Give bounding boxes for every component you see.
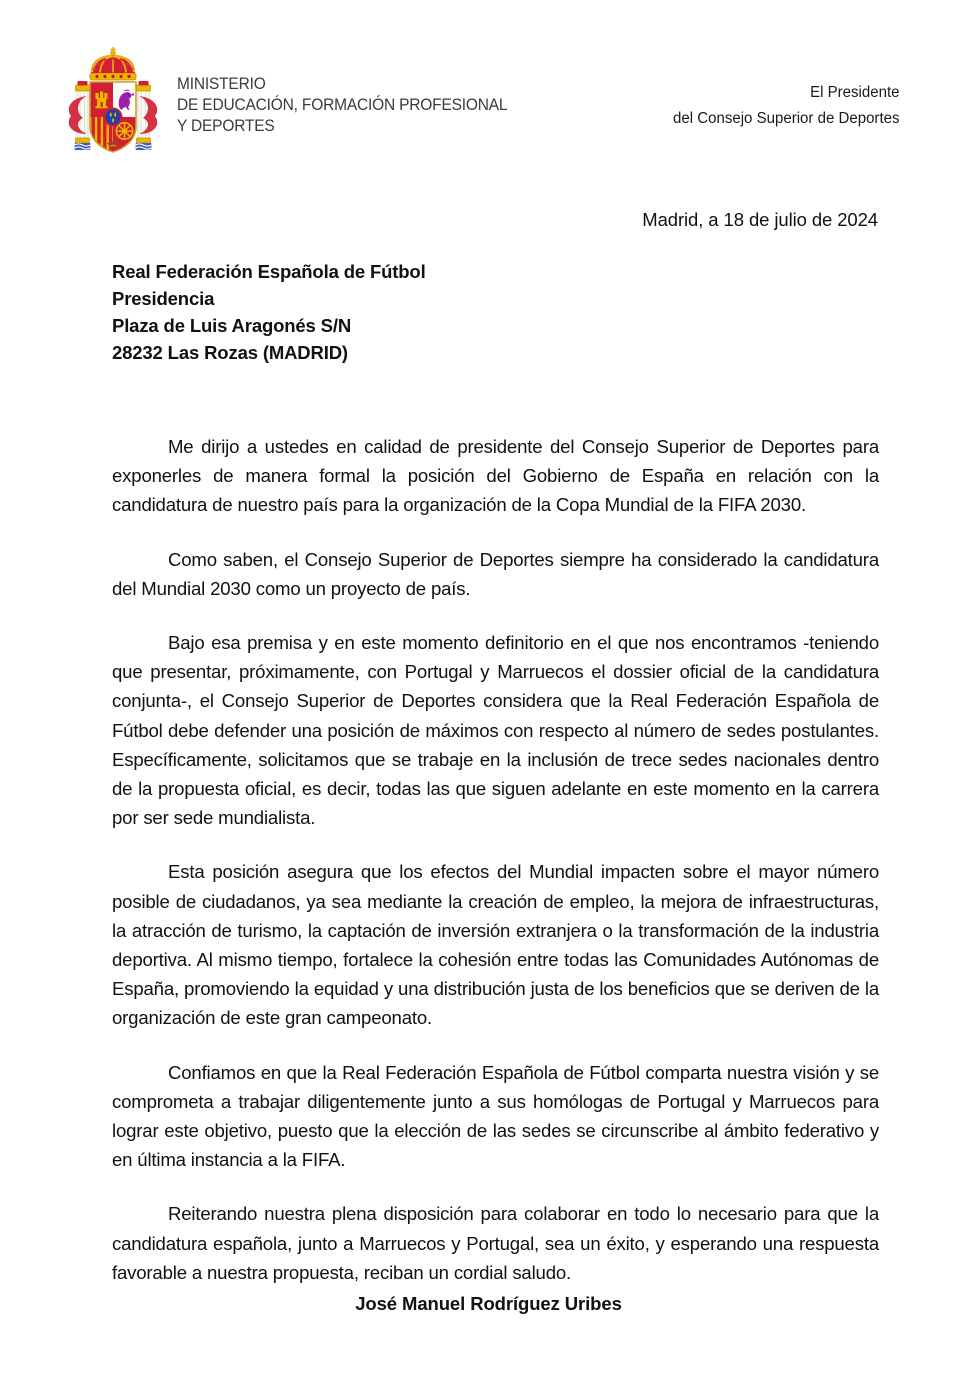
- recipient-address: [112, 258, 426, 366]
- ministry-line-2: DE EDUCACIÓN, FORMACIÓN PROFESIONAL: [177, 96, 508, 114]
- recipient-line-1: Real Federación Española de Fútbol: [112, 261, 426, 282]
- recipient-line-4: 28232 Las Rozas (MADRID): [112, 342, 348, 363]
- letter-body: [112, 432, 879, 1287]
- body-paragraph-4: Esta posición asegura que los efectos del Mundial impacten sobre el mayor número posible de ciudadanos, ya sea mediante la creación de empleo, la mejora de infraestructuras, la atracción de turismo, la captación de inversión extranjera o la transformación de la industria deportiva. Al mismo tiempo, fortalece la cohesión entre todas las Comunidades Autónomas de España, promoviendo la equidad y una distribución justa de los beneficios que se deriven de la organización de este gran campeonato.: [112, 861, 879, 1029]
- recipient-line-3: Plaza de Luis Aragonés S/N: [112, 315, 352, 336]
- body-paragraph-5: Confiamos en que la Real Federación Española de Fútbol comparta nuestra visión y se comprometa a trabajar diligentemente junto a sus homólogas de Portugal y Marruecos para lograr este objetivo, puesto que la elección de las sedes se circunscribe al ámbito federativo y en última instancia a la FIFA.: [112, 1061, 879, 1171]
- ministry-line-1: MINISTERIO: [177, 75, 266, 93]
- body-paragraph-6: Reiterando nuestra plena disposición para colaborar en todo lo necesario para que la candidatura española, junto a Marruecos y Portugal, sea un éxito, y esperando una respuesta favorable a nuestra propuesta, reciban un cordial saludo.: [112, 1203, 879, 1283]
- body-paragraph-2: Como saben, el Consejo Superior de Deportes siempre ha considerado la candidatura del Mundial 2030 como un proyecto de país.: [112, 548, 879, 599]
- ministry-brand: [57, 46, 528, 164]
- spanish-coat-of-arms-icon: [57, 46, 169, 164]
- body-paragraph-1: Me dirijo a ustedes en calidad de presidente del Consejo Superior de Deportes para exponerles de manera formal la posición del Gobierno de España en relación con la candidatura de nuestro país para la organización de la Copa Mundial de la FIFA 2030.: [112, 436, 879, 516]
- ministry-name: [177, 46, 507, 137]
- sender-office-line-1: El Presidente: [809, 84, 899, 101]
- recipient-line-2: Presidencia: [112, 288, 215, 309]
- date-line: Madrid, a 18 de julio de 2024: [642, 209, 878, 230]
- ministry-line-3: Y DEPORTES: [177, 117, 275, 135]
- sender-office-line-2: del Consejo Superior de Deportes: [672, 110, 899, 127]
- body-paragraph-3: Bajo esa premisa y en este momento definitorio en el que nos encontramos -teniendo que presentar, próximamente, con Portugal y Marruecos el dossier oficial de la candidatura conjunta-, el Consejo Superior de Deportes considera que la Real Federación Española de Fútbol debe defender una posición de máximos con respecto al número de sedes postulantes. Específicamente, solicitamos que se trabaje en la inclusión de trece sedes nacionales dentro de la propuesta oficial, es decir, todas las que siguen adelante en este momento en la carrera por ser sede mundialista.: [112, 632, 879, 829]
- sender-office: [673, 80, 899, 132]
- signature-name: José Manuel Rodríguez Uribes: [355, 1293, 622, 1314]
- document-header: [0, 44, 977, 174]
